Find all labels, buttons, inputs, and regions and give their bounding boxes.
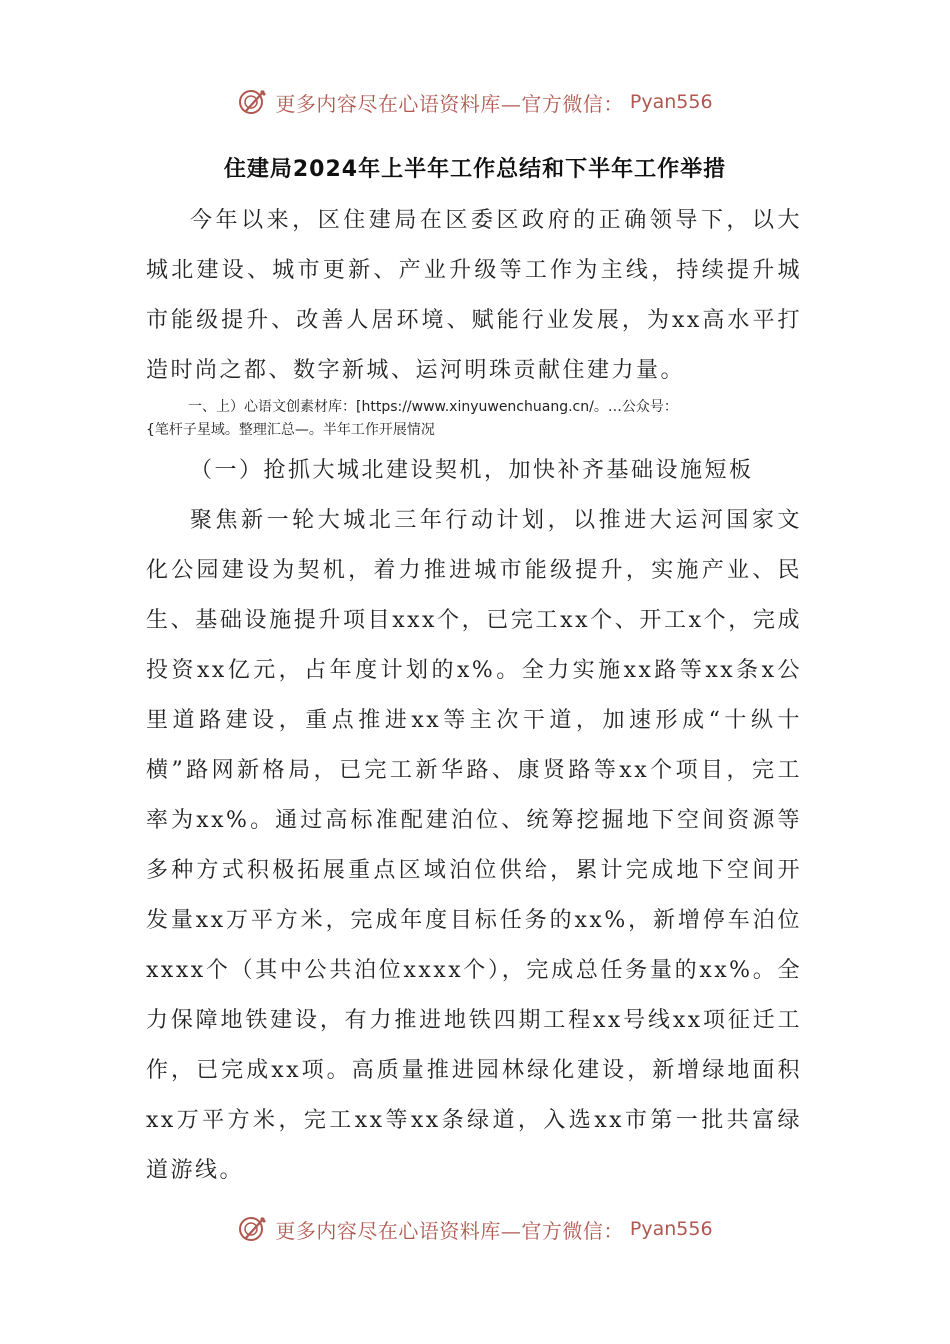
banner-wechat-handle: Pyan556	[629, 1218, 713, 1240]
banner-wechat-handle: Pyan556	[629, 91, 713, 113]
banner-text: 更多内容尽在心语资料库—官方微信：	[275, 1218, 624, 1243]
header-watermark-banner	[0, 82, 950, 122]
source-note	[146, 396, 802, 442]
intro-paragraph: 今年以来，区住建局在区委区政府的正确领导下，以大城北建设、城市更新、产业升级等工作为主线，持续提升城市能级提升、改善人居环境、赋能行业发展，为xx高水平打造时尚之都、数字新城、运河明珠贡献住建力量。	[146, 208, 802, 383]
section-1-heading: （一）抢抓大城北建设契机，加快补齐基础设施短板	[190, 458, 754, 483]
pen-seal-logo-icon	[237, 86, 269, 118]
banner-text: 更多内容尽在心语资料库—官方微信：	[275, 91, 624, 116]
pen-seal-logo-icon	[237, 1213, 269, 1245]
source-note-line-1: 一、上）心语文创素材库：[https://www.xinyuwenchuang.cn/。…公众号：	[188, 399, 678, 415]
section-1-paragraph: 聚焦新一轮大城北三年行动计划，以推进大运河国家文化公园建设为契机，着力推进城市能级提升，实施产业、民生、基础设施提升项目xxx个，已完工xx个、开工x个，完成投资xx亿元，占年度计划的x%。全力实施xx路等xx条x公里道路建设，重点推进xx等主次干道，加速形成“十纵十横”路网新格局，已完工新华路、康贤路等xx个项目，完工率为xx%。通过高标准配建泊位、统筹挖掘地下空间资源等多种方式积极拓展重点区域泊位供给，累计完成地下空间开发量xx万平方米，完成年度目标任务的xx%，新增停车泊位xxxx个（其中公共泊位xxxx个），完成总任务量的xx%。全力保障地铁建设，有力推进地铁四期工程xx号线xx项征迁工作，已完成xx项。高质量推进园林绿化建设，新增绿地面积xx万平方米，完工xx等xx条绿道，入选xx市第一批共富绿道游线。	[146, 508, 802, 1183]
document-title: 住建局2024年上半年工作总结和下半年工作举措	[223, 157, 727, 182]
source-note-line-2: {笔杆子星域。整理汇总—。半年工作开展情况	[146, 422, 435, 438]
footer-watermark-banner	[0, 1209, 950, 1249]
